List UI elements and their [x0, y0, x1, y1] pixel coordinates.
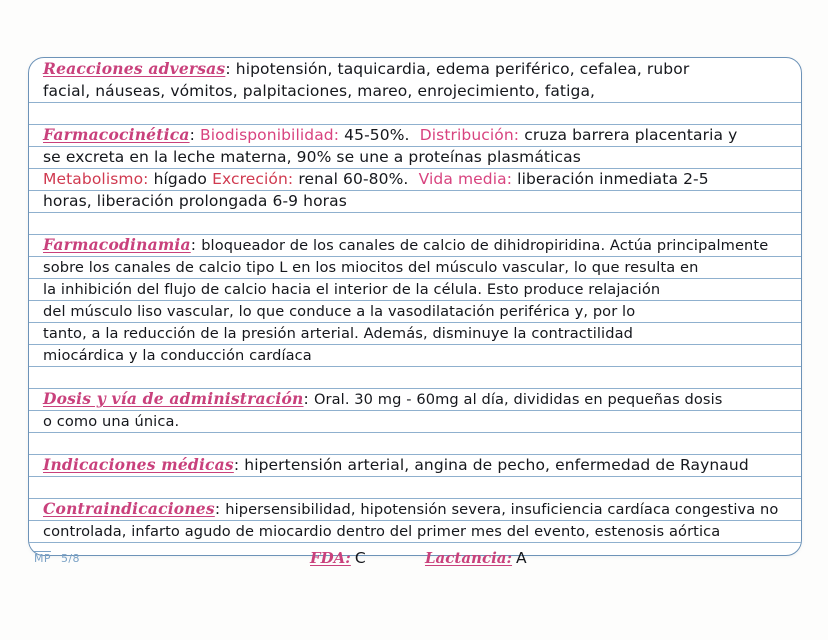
- pharmacokinetics-text-4: horas, liberación prolongada 6-9 horas: [43, 192, 347, 210]
- value-half-life: liberación inmediata 2-5: [517, 170, 709, 188]
- pharmacodynamics-text-5: tanto, a la reducción de la presión arterial. Además, disminuye la contractilidad: [43, 325, 633, 342]
- section-pharmacokinetics-line-1: [43, 124, 793, 146]
- notebook-brand-mark: $\overline{MP}$: [34, 552, 51, 565]
- section-adverse-reactions-line-1: [43, 58, 793, 80]
- index-card: [28, 57, 802, 556]
- section-dosage-line-2: [43, 410, 793, 432]
- heading-pharmacokinetics: Farmacocinética: [43, 125, 190, 144]
- section-pharmacodynamics-line-2: [43, 256, 793, 278]
- pharmacodynamics-text-2: sobre los canales de calcio tipo L en los miocitos del músculo vascular, lo que resulta en: [43, 259, 699, 276]
- fda-value: C: [354, 549, 366, 567]
- adverse-reactions-text-1: hipotensión, taquicardia, edema periférico, cefalea, rubor: [235, 60, 690, 78]
- colon: :: [233, 456, 240, 474]
- value-bioavailability: 45-50%.: [344, 126, 410, 144]
- rule-line: [29, 212, 801, 213]
- dosage-text-2: o como una única.: [43, 413, 180, 430]
- section-pharmacokinetics-line-3: [43, 168, 793, 190]
- rule-line: [29, 366, 801, 367]
- contraindications-text-1: hipersensibilidad, hipotensión severa, insuficiencia cardíaca congestiva no: [225, 501, 779, 518]
- colon: :: [225, 60, 231, 78]
- pharmacodynamics-text-4: del músculo liso vascular, lo que conduce a la vasodilatación periférica y, por lo: [43, 303, 636, 320]
- lactancia-value: A: [516, 549, 527, 567]
- heading-pharmacodynamics: Farmacodinamia: [43, 235, 191, 254]
- value-metabolism: hígado: [153, 170, 207, 188]
- fda-category: [310, 548, 366, 567]
- heading-contraindications: Contraindicaciones: [43, 499, 215, 518]
- pharmacodynamics-text-1: bloqueador de los canales de calcio de dihidropiridina. Actúa principalmente: [201, 237, 769, 254]
- heading-indications: Indicaciones médicas: [43, 455, 234, 474]
- label-metabolism: Metabolismo:: [43, 170, 149, 188]
- fda-label: FDA:: [310, 549, 351, 567]
- dosage-text-1: Oral. 30 mg - 60mg al día, divididas en pequeñas dosis: [313, 391, 723, 408]
- page-number: 5/8: [60, 552, 80, 565]
- label-bioavailability: Biodisponibilidad:: [200, 126, 340, 144]
- rule-line: [29, 476, 801, 477]
- heading-adverse-reactions: Reacciones adversas: [43, 59, 226, 78]
- label-distribution: Distribución:: [419, 126, 520, 144]
- pharmacodynamics-text-6: miocárdica y la conducción cardíaca: [43, 347, 312, 364]
- pharmacokinetics-text-2: se excreta en la leche materna, 90% se une a proteínas plasmáticas: [43, 148, 581, 166]
- section-pharmacodynamics-line-3: [43, 278, 793, 300]
- indications-text-1: hipertensión arterial, angina de pecho, enfermedad de Raynaud: [244, 456, 749, 474]
- adverse-reactions-text-2: facial, náuseas, vómitos, palpitaciones, mareo, enrojecimiento, fatiga,: [43, 82, 596, 100]
- label-half-life: Vida media:: [418, 170, 513, 188]
- colon: :: [190, 236, 197, 254]
- value-distribution: cruza barrera placentaria y: [524, 126, 738, 144]
- section-pharmacodynamics-line-5: [43, 322, 793, 344]
- colon: :: [189, 126, 195, 144]
- section-pharmacodynamics-line-1: [43, 234, 793, 256]
- section-pharmacodynamics-line-6: [43, 344, 793, 366]
- section-adverse-reactions-line-2: [43, 80, 793, 102]
- section-contraindications-line-2: [43, 520, 793, 542]
- rule-line: [29, 102, 801, 103]
- value-excretion: renal 60-80%.: [298, 170, 409, 188]
- rule-line: [29, 542, 801, 543]
- contraindications-text-2: controlada, infarto agudo de miocardio dentro del primer mes del evento, estenosis aórtica: [43, 523, 721, 540]
- section-dosage-line-1: [43, 388, 793, 410]
- lactancia-label: Lactancia:: [425, 549, 513, 567]
- pharmacodynamics-text-3: la inhibición del flujo de calcio hacia el interior de la célula. Esto produce relajación: [43, 281, 661, 298]
- rule-line: [29, 432, 801, 433]
- section-pharmacokinetics-line-2: [43, 146, 793, 168]
- lactation-category: [425, 548, 527, 567]
- section-indications-line-1: [43, 454, 793, 476]
- label-excretion: Excreción:: [212, 170, 294, 188]
- colon: :: [303, 390, 309, 408]
- section-pharmacokinetics-line-4: [43, 190, 793, 212]
- section-contraindications-line-1: [43, 498, 793, 520]
- heading-dosage: Dosis y vía de administración: [43, 389, 304, 408]
- notebook-page-marker: [34, 552, 80, 565]
- section-pharmacodynamics-line-4: [43, 300, 793, 322]
- colon: :: [214, 500, 221, 518]
